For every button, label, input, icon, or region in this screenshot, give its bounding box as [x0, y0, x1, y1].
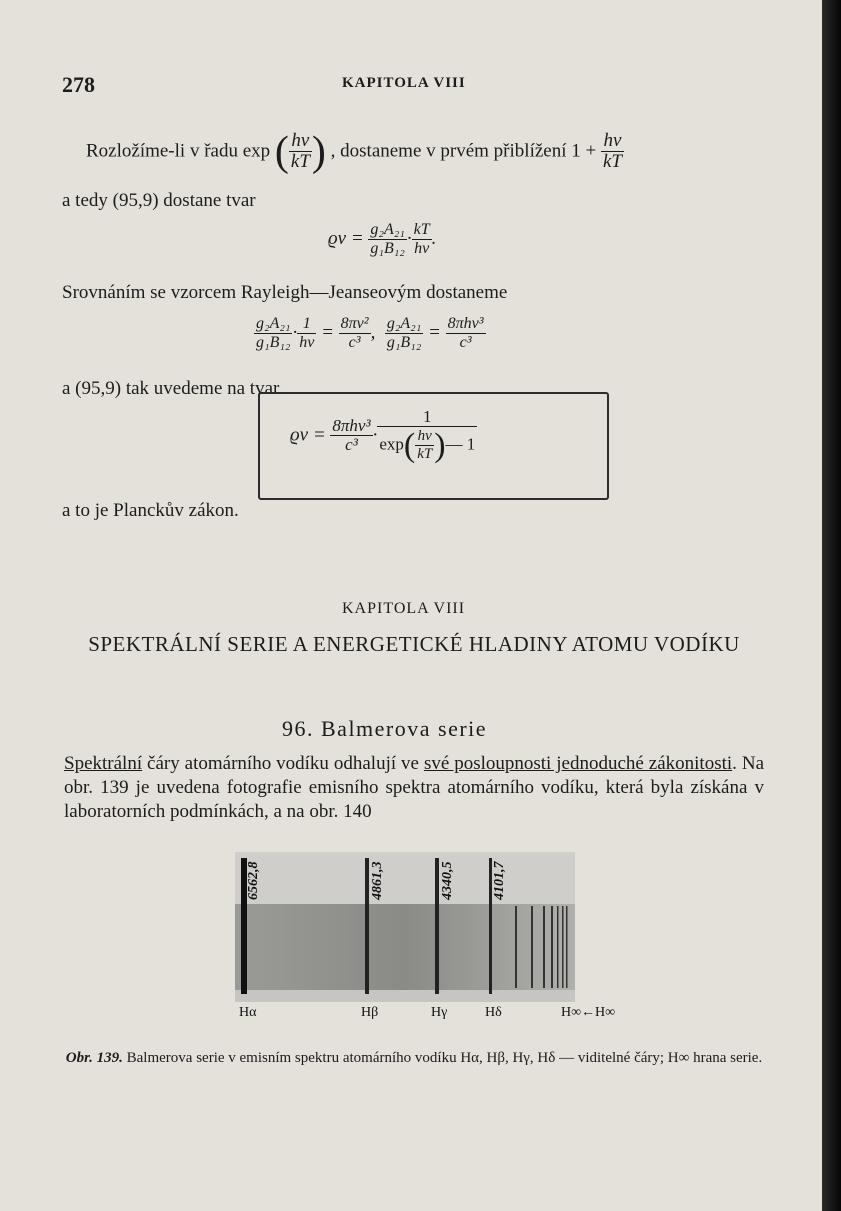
frac-num: 8πν²	[340, 315, 369, 332]
eq2-frac-b	[297, 316, 316, 351]
label-h-gamma: Hγ	[431, 1005, 448, 1020]
eq3-frac-b	[377, 408, 477, 464]
frac-num: hν	[415, 429, 434, 446]
spectrum-svg	[235, 852, 645, 1022]
intro-line-1-pre: Rozložíme-li v řadu exp	[86, 140, 271, 162]
frac-den	[377, 427, 477, 464]
frac-den: hν	[299, 333, 315, 351]
eq2-frac-d	[385, 316, 423, 351]
frac-den: kT	[290, 151, 310, 173]
frac-num: hν	[289, 131, 312, 152]
intro-line-1	[86, 128, 624, 176]
frac-den: kT	[602, 151, 622, 173]
line-h-theta	[551, 906, 553, 988]
label-h-beta: Hβ	[361, 1005, 379, 1020]
frac-num: hν	[601, 131, 624, 152]
balmer-spectrum-figure	[235, 852, 645, 1022]
wavelength-h-alpha: 6562,8	[246, 861, 261, 900]
eq2-frac-c	[339, 316, 371, 351]
frac-num: g₂A₂₁	[370, 221, 405, 238]
para-part-1: Spektrální	[64, 753, 143, 774]
frac-num: 8πhν³	[447, 315, 484, 332]
spectrum-top-band	[235, 852, 575, 904]
body-paragraph	[64, 752, 764, 824]
caption-text: Balmerova serie v emisním spektru atomárního vodíku Hα, Hβ, Hγ, Hδ — viditelné čáry; H∞ hrana serie.	[126, 1050, 763, 1066]
frac-num: 1	[377, 408, 477, 427]
eq2-frac-e	[446, 316, 486, 351]
chapter-label: KAPITOLA VIII	[342, 600, 466, 617]
wavelength-h-delta: 4101,7	[492, 861, 507, 900]
para-part-3: své posloupnosti jednoduché zákonitosti	[423, 753, 733, 774]
wavelength-h-gamma: 4340,5	[440, 861, 455, 900]
frac-den: g₁B₁₂	[370, 239, 405, 257]
line-h-beta	[365, 858, 369, 994]
label-h-infinity: H∞	[561, 1005, 582, 1020]
eq1-end: .	[431, 228, 437, 250]
line-h-iota	[557, 906, 559, 988]
line-h-gamma	[435, 858, 439, 994]
arrow-h-infinity: ←H∞	[581, 1005, 616, 1020]
eq1-dot: ·	[406, 228, 412, 250]
eq2-equals-2: =	[428, 322, 441, 344]
frac-den: c³	[348, 333, 361, 351]
left-paren: (	[274, 129, 289, 175]
line-h-epsilon	[515, 906, 517, 988]
equation-1	[328, 222, 436, 257]
para-part-4: . Na obr. 139 je uvedena fotografie emisního spektra atomárního vodíku, která byla získána v laboratorních podmínkách, a na obr. 140	[64, 753, 764, 822]
figure-caption	[64, 1048, 764, 1068]
page-number: 278	[62, 72, 95, 97]
frac-num: g₂A₂₁	[386, 315, 422, 332]
line-h-zeta	[531, 906, 533, 988]
eq2-equals-1: =	[321, 322, 334, 344]
inner-fraction	[415, 429, 434, 462]
compare-line: Srovnáním se vzorcem Rayleigh—Jeanseovým dostaneme	[62, 282, 508, 303]
section-title: 96. Balmerova serie	[282, 716, 488, 741]
planck-law-line: a to je Planckův zákon.	[62, 500, 239, 521]
line-h-eta	[543, 906, 545, 988]
frac-den: g₁B₁₂	[256, 333, 291, 351]
eq1-frac-a	[368, 222, 406, 257]
left-paren: (	[403, 426, 416, 464]
eq2-comma: ,	[370, 322, 376, 344]
intro-line-1-mid: , dostaneme v prvém přiblížení 1 +	[330, 140, 597, 162]
frac-den: hν	[414, 239, 430, 257]
hv-over-kt-fraction-2	[601, 131, 624, 173]
eq3-dot: ·	[372, 424, 378, 446]
frac-num: 1	[297, 316, 316, 334]
eq1-frac-b	[412, 222, 432, 257]
frac-den: c³	[345, 435, 358, 455]
eq3-frac-a	[330, 417, 372, 455]
spectrum-strip	[235, 904, 575, 990]
exp-label: exp	[379, 434, 404, 454]
scan-dark-edge	[822, 0, 841, 1211]
lead-final-line: a (95,9) tak uvedeme na tvar	[62, 378, 280, 399]
eq2-dot: ·	[292, 322, 298, 344]
right-paren: )	[434, 426, 446, 464]
right-paren: )	[311, 129, 326, 175]
frac-den: c³	[459, 333, 472, 351]
hv-over-kt-fraction	[289, 131, 312, 173]
label-h-alpha: Hα	[239, 1005, 257, 1020]
frac-num: 8πhν³	[332, 416, 371, 436]
frac-den: g₁B₁₂	[386, 333, 422, 351]
caption-label: Obr. 139.	[65, 1050, 123, 1066]
para-part-2: čáry atomárního vodíku odhalují ve	[147, 753, 419, 774]
chapter-title: SPEKTRÁLNÍ SERIE A ENERGETICKÉ HLADINY ATOMU VODÍKU	[88, 632, 740, 656]
equation-2	[254, 316, 486, 351]
eq1-lhs: ϱν =	[328, 228, 364, 250]
running-title: KAPITOLA VIII	[342, 75, 466, 91]
frac-num: g₂A₂₁	[256, 315, 291, 332]
line-h-kappa	[562, 906, 564, 988]
eq3-lhs: ϱν =	[290, 424, 326, 446]
line-h-limit	[566, 906, 568, 988]
spectrum-bottom-band	[235, 990, 575, 1002]
wavelength-h-beta: 4861,3	[370, 861, 385, 900]
frac-num: kT	[413, 221, 430, 238]
equation-3	[290, 408, 477, 464]
eq2-frac-a	[254, 316, 292, 351]
minus-one: — 1	[445, 434, 476, 454]
label-h-delta: Hδ	[485, 1005, 502, 1020]
frac-den: kT	[417, 445, 433, 462]
intro-line-2: a tedy (95,9) dostane tvar	[62, 190, 256, 211]
